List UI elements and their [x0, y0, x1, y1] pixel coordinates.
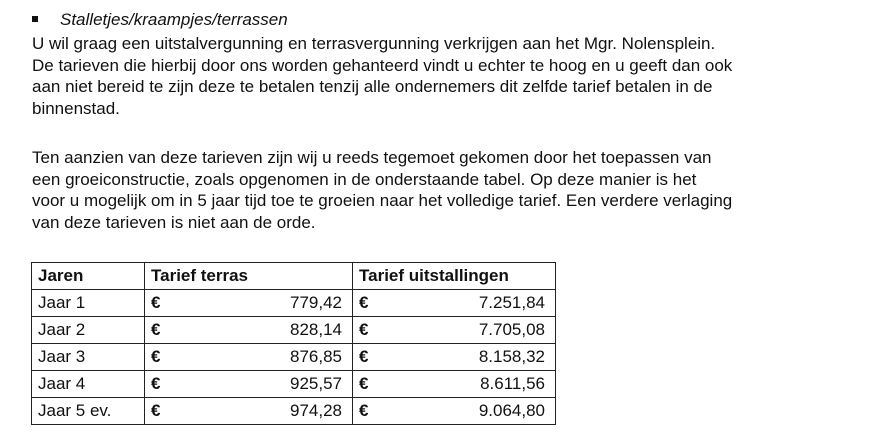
currency-symbol: € [359, 401, 369, 420]
table-row [32, 317, 556, 344]
currency-symbol: € [151, 347, 161, 366]
terras-cell [145, 290, 353, 317]
paragraph-line: aan niet bereid te zijn deze te betalen tenzij alle ondernemers dit zelfde tarief betalen in de [32, 77, 713, 97]
paragraph-response [32, 147, 732, 233]
currency-symbol: € [359, 347, 369, 366]
year-cell: Jaar 5 ev. [32, 398, 145, 425]
tariff-table [31, 262, 556, 425]
paragraph-line: van deze tarieven is niet aan de orde. [32, 212, 316, 232]
table-row [32, 398, 556, 425]
year-cell: Jaar 4 [32, 371, 145, 398]
paragraph-line: Ten aanzien van deze tarieven zijn wij u reeds tegemoet gekomen door het toepassen van [32, 148, 712, 167]
terras-cell [145, 317, 353, 344]
uitstallingen-cell [353, 317, 556, 344]
column-header-terras: Tarief terras [145, 263, 353, 290]
uitstallingen-cell [353, 398, 556, 425]
uitstallingen-cell [353, 290, 556, 317]
paragraph-line: een groeiconstructie, zoals opgenomen in de onderstaande tabel. Op deze manier is het [32, 169, 697, 189]
uitstallingen-amount: 8.158,32 [478, 347, 545, 366]
terras-amount: 828,14 [290, 320, 342, 339]
column-header-years: Jaren [32, 263, 145, 290]
currency-symbol: € [359, 320, 369, 339]
currency-symbol: € [359, 374, 369, 393]
terras-cell [145, 344, 353, 371]
uitstallingen-amount: 8.611,56 [480, 374, 545, 393]
section-heading [32, 8, 288, 32]
paragraph-request [32, 33, 732, 119]
currency-symbol: € [151, 320, 161, 339]
uitstallingen-cell [353, 371, 556, 398]
paragraph-line: De tarieven die hierbij door ons worden gehanteerd vindt u echter te hoog en u geeft dan ook [32, 55, 733, 75]
paragraph-line: U wil graag een uitstalvergunning en terrasvergunning verkrijgen aan het Mgr. Nolensplein. [32, 34, 716, 53]
paragraph-line: binnenstad. [32, 98, 120, 118]
terras-amount: 925,57 [290, 374, 342, 393]
terras-cell [145, 398, 353, 425]
year-cell: Jaar 2 [32, 317, 145, 344]
column-header-uitstallingen: Tarief uitstallingen [353, 263, 556, 290]
currency-symbol: € [151, 293, 161, 312]
table-row [32, 371, 556, 398]
table-header-row [32, 263, 556, 290]
currency-symbol: € [359, 293, 369, 312]
year-cell: Jaar 1 [32, 290, 145, 317]
bullet-icon [32, 16, 38, 22]
section-heading-text: Stalletjes/kraampjes/terrassen [60, 10, 288, 29]
currency-symbol: € [151, 401, 161, 420]
uitstallingen-amount: 9.064,80 [478, 401, 545, 420]
terras-amount: 876,85 [290, 347, 342, 366]
paragraph-line: voor u mogelijk om in 5 jaar tijd toe te groeien naar het volledige tarief. Een verdere verlaging [32, 191, 733, 211]
table-row [32, 290, 556, 317]
uitstallingen-amount: 7.251,84 [478, 293, 545, 312]
table-row [32, 344, 556, 371]
terras-amount: 974,28 [290, 401, 342, 420]
uitstallingen-amount: 7.705,08 [478, 320, 545, 339]
uitstallingen-cell [353, 344, 556, 371]
terras-cell [145, 371, 353, 398]
year-cell: Jaar 3 [32, 344, 145, 371]
terras-amount: 779,42 [290, 293, 342, 312]
currency-symbol: € [151, 374, 161, 393]
